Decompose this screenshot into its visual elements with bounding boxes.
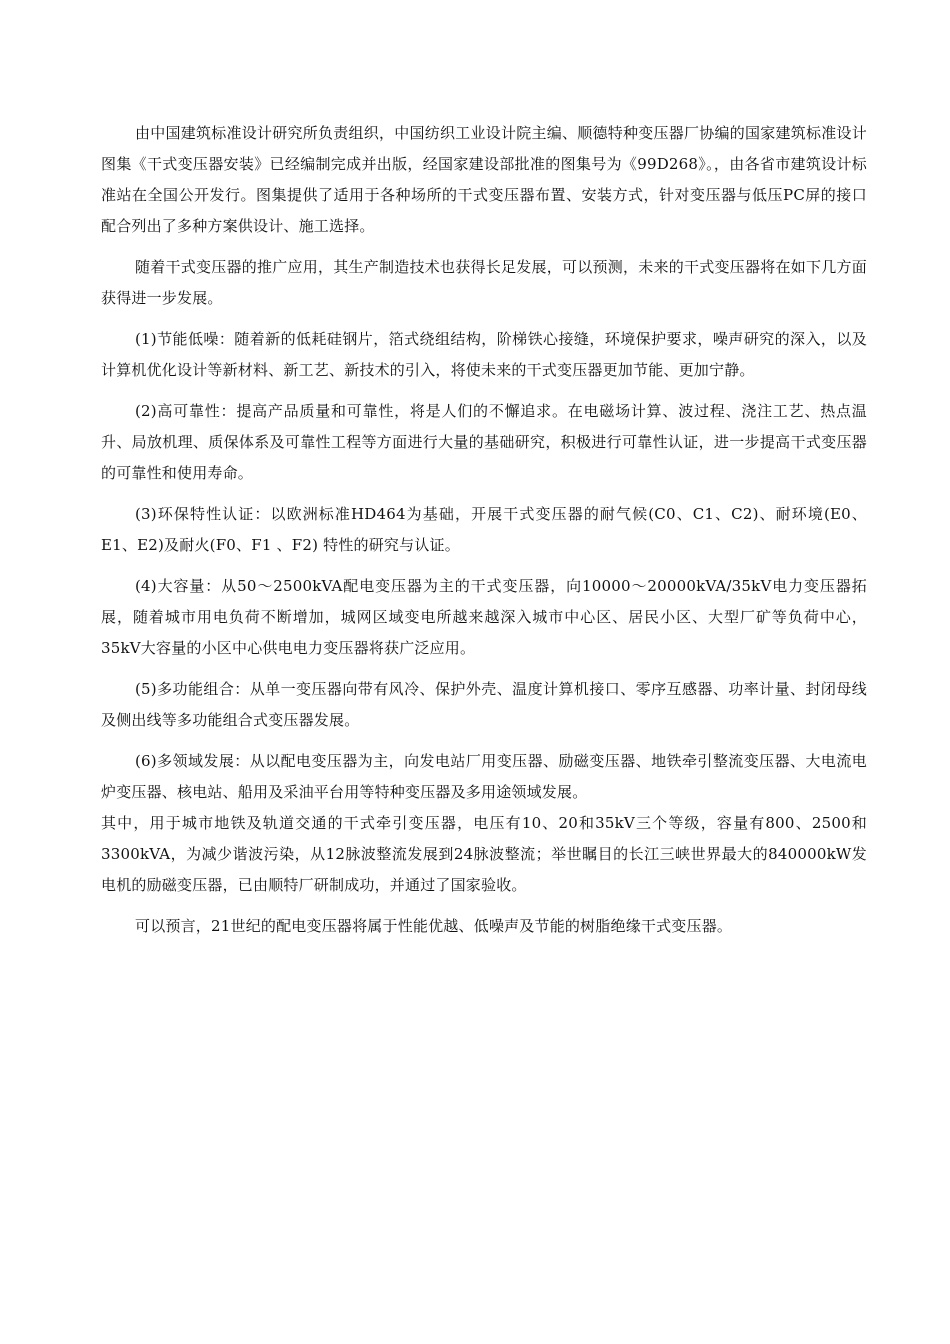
document-body (101, 118, 867, 952)
paragraph-environmental-certification: (3)环保特性认证：以欧洲标准HD464为基础，开展干式变压器的耐气候(C0、C1、C2)、耐环境(E0、E1、E2)及耐火(F0、F1 、F2) 特性的研究与认证。 (101, 505, 867, 554)
paragraph-traction-transformers: 其中，用于城市地铁及轨道交通的干式牵引变压器，电压有10、20和35kV三个等级，容量有800、2500和3300kVA，为减少谐波污染，从12脉波整流发展到24脉波整流；举世瞩目的长江三峡世界最大的840000kW发电机的励磁变压器，已由顺特厂研制成功，并通过了国家验收。 (101, 814, 867, 894)
paragraph-multi-domain: (6)多领域发展：从以配电变压器为主，向发电站厂用变压器、励磁变压器、地铁牵引整流变压器、大电流电炉变压器、核电站、船用及采油平台用等特种变压器及多用途领域发展。 (101, 752, 867, 801)
paragraph-reliability: (2)高可靠性：提高产品质量和可靠性，将是人们的不懈追求。在电磁场计算、波过程、浇注工艺、热点温升、局放机理、质保体系及可靠性工程等方面进行大量的基础研究，积极进行可靠性认证，进一步提高干式变压器的可靠性和使用寿命。 (101, 402, 867, 482)
paragraph-intro: 由中国建筑标准设计研究所负责组织，中国纺织工业设计院主编、顺德特种变压器厂协编的国家建筑标准设计图集《干式变压器安装》已经编制完成并出版，经国家建设部批准的图集号为《99D268》。，由各省市建筑设计标准站在全国公开发行。图集提供了适用于各种场所的干式变压器布置、安装方式，针对变压器与低压PC屏的接口配合列出了多种方案供设计、施工选择。 (101, 124, 867, 235)
paragraph-energy-saving: (1)节能低噪：随着新的低耗硅钢片，箔式绕组结构，阶梯铁心接缝，环境保护要求，噪声研究的深入，以及计算机优化设计等新材料、新工艺、新技术的引入，将使未来的干式变压器更加节能、更加宁静。 (101, 330, 867, 379)
paragraph-conclusion: 可以预言，21世纪的配电变压器将属于性能优越、低噪声及节能的树脂绝缘干式变压器。 (135, 917, 733, 935)
paragraph-large-capacity: (4)大容量：从50～2500kVA配电变压器为主的干式变压器，向10000～20000kVA/35kV电力变压器拓展，随着城市用电负荷不断增加，城网区域变电所越来越深入城市中心区、居民小区、大型厂矿等负荷中心，35kV大容量的小区中心供电电力变压器将获广泛应用。 (101, 577, 867, 657)
paragraph-development-outlook: 随着干式变压器的推广应用，其生产制造技术也获得长足发展，可以预测，未来的干式变压器将在如下几方面获得进一步发展。 (101, 258, 867, 307)
paragraph-multifunction: (5)多功能组合：从单一变压器向带有风冷、保护外壳、温度计算机接口、零序互感器、功率计量、封闭母线及侧出线等多功能组合式变压器发展。 (101, 680, 867, 729)
